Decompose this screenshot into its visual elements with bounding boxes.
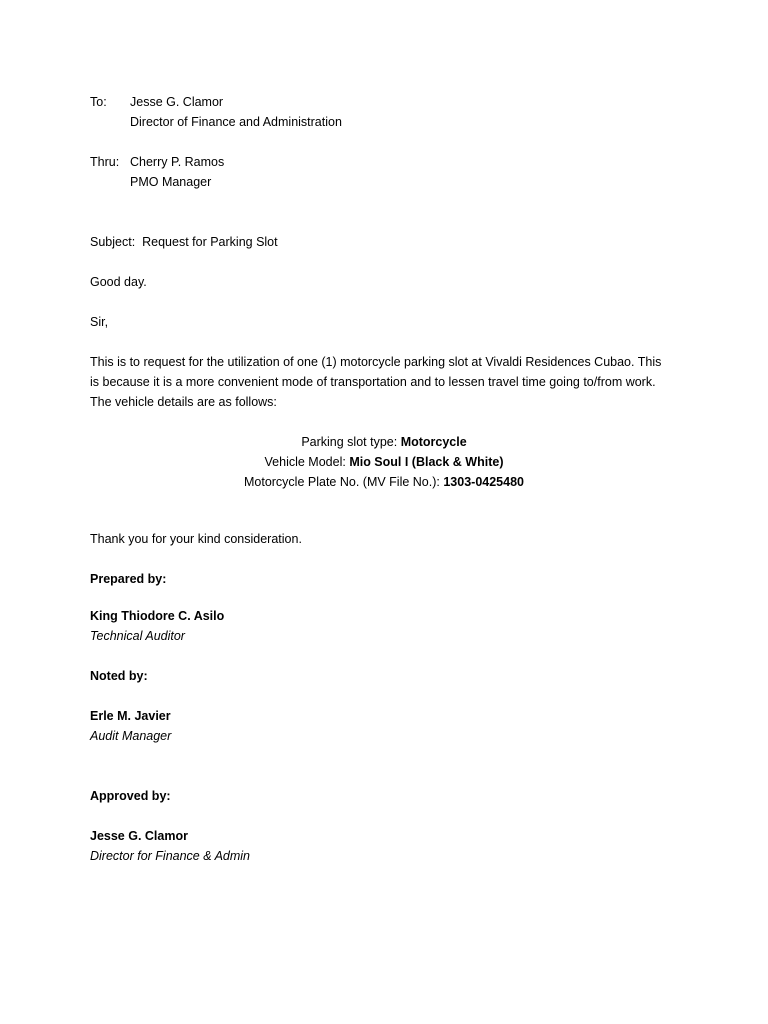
thru-title: PMO Manager [130, 175, 212, 189]
plate-label: Motorcycle Plate No. (MV File No.): [243, 475, 440, 489]
subject-text: Request for Parking Slot [142, 235, 278, 249]
thru-label: Thru: [90, 155, 120, 169]
vehicle-model-line [90, 452, 678, 472]
greeting: Good day. [90, 275, 147, 289]
plate-line [90, 472, 678, 492]
slot-type-value: Motorcycle [400, 435, 467, 449]
subject-label: Subject: [90, 235, 136, 249]
to-name: Jesse G. Clamor [130, 95, 224, 109]
slot-type-line [90, 432, 678, 452]
approved-name: Jesse G. Clamor [90, 829, 188, 843]
noted-title: Audit Manager [90, 729, 172, 743]
vehicle-model-value: Mio Soul I (Black & White) [349, 455, 504, 469]
noted-label: Noted by: [90, 669, 148, 683]
subject-line [90, 232, 278, 252]
approved-label: Approved by: [90, 789, 171, 803]
approved-title: Director for Finance & Admin [90, 849, 251, 863]
plate-value: 1303-0425480 [443, 475, 524, 489]
salutation: Sir, [90, 315, 109, 329]
noted-name: Erle M. Javier [90, 709, 171, 723]
closing: Thank you for your kind consideration. [90, 532, 302, 546]
body-line-2: is because it is a more convenient mode of transportation and to lessen travel time going to/from work. [90, 375, 656, 389]
thru-line [90, 152, 224, 172]
prepared-title: Technical Auditor [90, 629, 185, 643]
slot-type-label: Parking slot type: [301, 435, 398, 449]
prepared-name: King Thiodore C. Asilo [90, 609, 225, 623]
to-line [90, 92, 223, 112]
thru-name: Cherry P. Ramos [130, 155, 225, 169]
vehicle-model-label: Vehicle Model: [264, 455, 346, 469]
to-title: Director of Finance and Administration [130, 115, 342, 129]
body-line-1: This is to request for the utilization of one (1) motorcycle parking slot at Vivaldi Residences Cubao. This [90, 355, 662, 369]
to-label: To: [90, 95, 107, 109]
body-line-3: The vehicle details are as follows: [90, 395, 277, 409]
prepared-label: Prepared by: [90, 572, 167, 586]
